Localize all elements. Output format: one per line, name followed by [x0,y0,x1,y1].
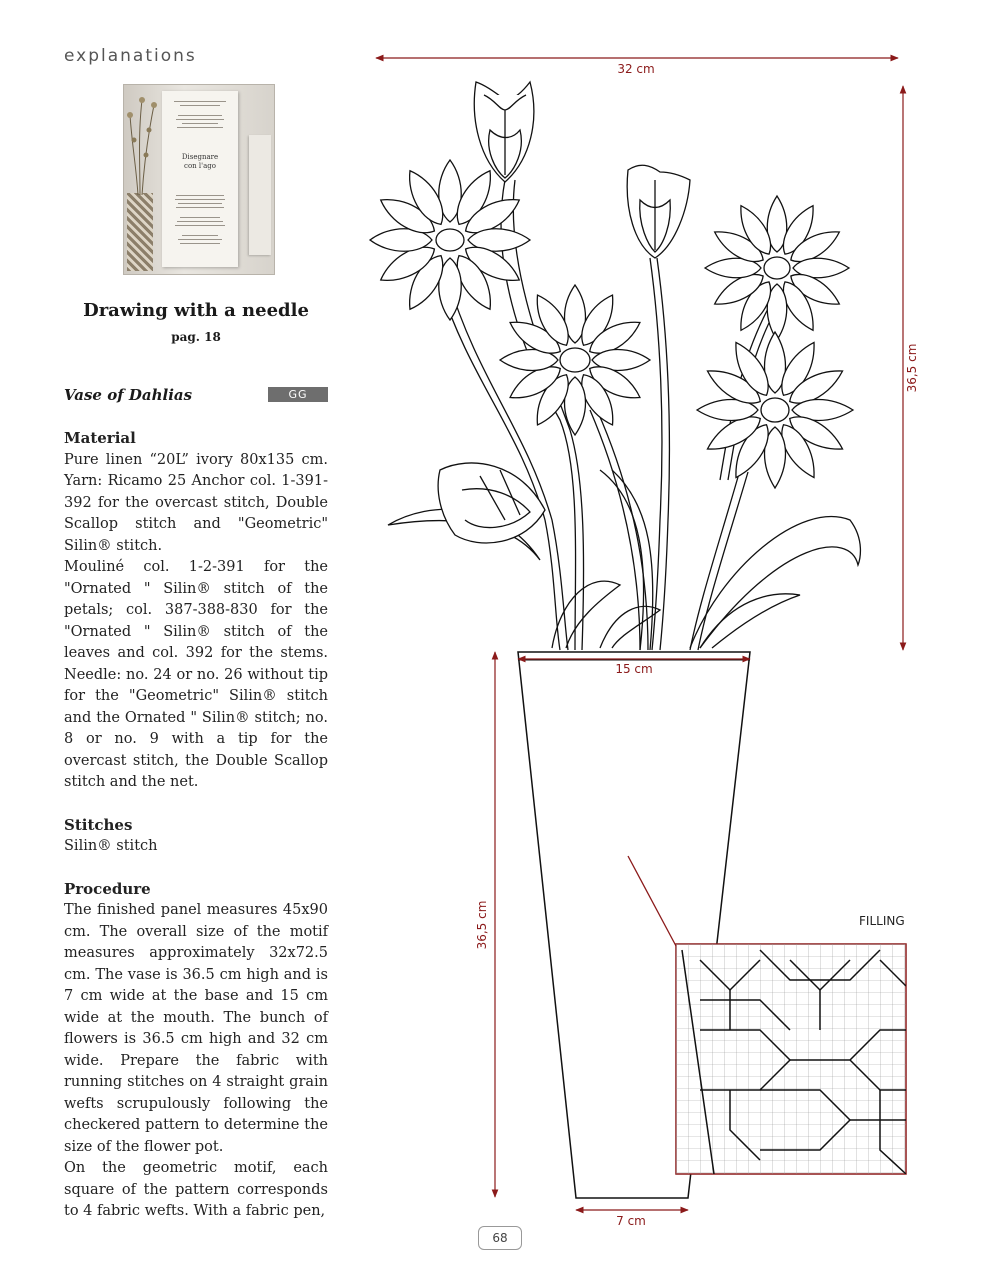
embroidery-pattern-drawing [360,40,940,1240]
material-text-1: Pure linen “20L” ivory 80x135 cm. Yarn: Ricamo 25 Anchor col. 1-391-392 for the overcast stitch, Double Scallop stitch and "Geometric" Silin® stitch. [64,451,328,554]
filling-pattern-detail [676,944,906,1174]
thumbnail-stems [124,95,164,195]
dim-height-flowers: 36,5 cm [905,343,919,393]
flower-daisy-right [697,332,853,488]
section-label: explanations [64,46,197,66]
dim-width-top: 32 cm [617,62,655,76]
thumbnail-vase [127,193,153,271]
stitches-heading: Stitches [64,815,133,834]
dim-vase-height: 36,5 cm [475,900,489,950]
procedure-text-2: On the geometric motif, each square of the pattern corresponds to 4 fabric wefts. With a fabric pen, [64,1160,328,1219]
material-heading: Material [64,429,136,447]
project-thumbnail [123,84,275,275]
thumbnail-panel [162,91,238,267]
project-title: Drawing with a needle [83,300,309,321]
project-name: Vase of Dahlias [64,386,193,404]
difficulty-badge: GG [268,387,328,402]
procedure-heading: Procedure [64,879,151,898]
page-reference: pag. 18 [171,330,221,344]
flower-daisy-left [370,160,530,320]
thumbnail-panel-title: Disegnare con l'ago [181,153,219,170]
dim-vase-base: 7 cm [616,1214,646,1228]
flower-daisy-top-right [705,196,849,340]
thumbnail-side-panel [249,135,271,255]
stitches-text: Silin® stitch [64,838,158,854]
bud-top-left [474,82,534,182]
material-text-2: Mouliné col. 1-2-391 for the "Ornated " Silin® stitch of the petals; col. 387-388-830 for the "Ornated " Silin® stitch of the leaves and col. 392 for the stems. Needle: no. 24 or no. 26 without tip for the "Geometric" Silin® stitch and the Ornated " Silin® stitch; no. 8 or no. 9 with a tip for the overcast stitch, the Double Scallop stitch and the net. [64,559,328,790]
flower-daisy-center [500,285,650,435]
instructions-column [64,428,328,1223]
page-number: 68 [478,1226,522,1250]
procedure-text-1: The finished panel measures 45x90 cm. The overall size of the motif measures approximately 32x72.5 cm. The vase is 36.5 cm high and is 7 cm wide at the base and 15 cm wide at the mouth. The bunch of flowers is 36.5 cm high and 32 cm wide. Prepare the fabric with running stitches on 4 straight grain wefts scrupulously following the checkered pattern to determine the size of the flower pot. [64,902,328,1155]
bud-right [627,165,690,258]
filling-label: FILLING [859,914,905,928]
dim-vase-mouth: 15 cm [615,662,653,676]
